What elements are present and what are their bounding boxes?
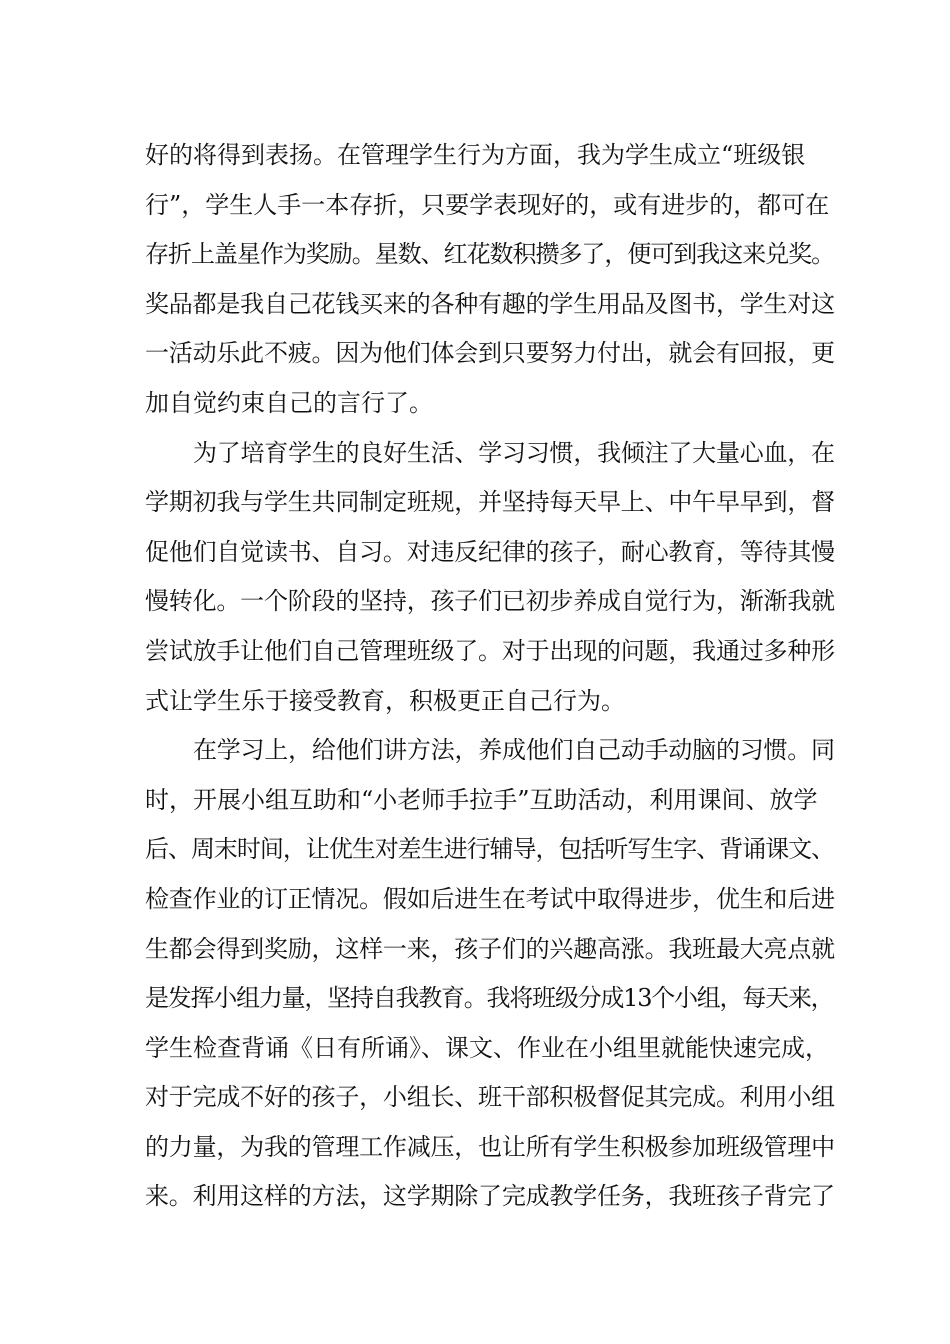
body-text [145,131,835,1222]
text-line: 学生检查背诵《日有所诵》、课文、作业在小组里就能快速完成， [145,1033,829,1062]
text-line: 一活动乐此不疲。因为他们体会到只要努力付出，就会有回报，更 [145,339,835,368]
text-line: 奖品都是我自己花钱买来的各种有趣的学生用品及图书，学生对这 [145,289,835,318]
text-line: 存折上盖星作为奖励。星数、红花数积攒多了，便可到我这来兑奖。 [145,240,835,269]
text-line: 时，开展小组互助和“小老师手拉手”互助活动，利用课间、放学 [145,785,818,814]
text-line: 为了培育学生的良好生活、学习习惯，我倾注了大量心血，在 [193,438,835,467]
text-line: 慢转化。一个阶段的坚持，孩子们已初步养成自觉行为，渐渐我就 [145,587,835,616]
text-line: 行”，学生人手一本存折，只要学表现好的，或有进步的，都可在 [145,190,830,219]
text-line: 是发挥小组力量，坚持自我教育。我将班级分成13个小组，每天来， [145,984,834,1013]
text-line: 来。利用这样的方法，这学期除了完成教学任务，我班孩子背完了 [145,1182,835,1211]
text-line: 尝试放手让他们自己管理班级了。对于出现的问题，我通过多种形 [145,636,835,665]
text-line: 式让学生乐于接受教育，积极更正自己行为。 [145,686,625,715]
text-line: 学期初我与学生共同制定班规，并坚持每天早上、中午早早到，督 [145,488,835,517]
text-line: 检查作业的订正情况。假如后进生在考试中取得进步，优生和后进 [145,884,835,913]
text-line: 的力量，为我的管理工作减压，也让所有学生积极参加班级管理中 [145,1132,835,1161]
text-line: 好的将得到表扬。在管理学生行为方面，我为学生成立“班级银 [145,141,806,169]
text-line: 生都会得到奖励，这样一来，孩子们的兴趣高涨。我班最大亮点就 [145,934,835,963]
text-line: 后、周末时间，让优生对差生进行辅导，包括听写生字、背诵课文、 [145,835,835,864]
text-line: 在学习上，给他们讲方法，养成他们自己动手动脑的习惯。同 [193,736,835,765]
text-line: 促他们自觉读书、自习。对违反纪律的孩子，耐心教育，等待其慢 [145,537,835,566]
text-line: 加自觉约束自己的言行了。 [145,388,433,417]
text-line: 对于完成不好的孩子，小组长、班干部积极督促其完成。利用小组 [145,1083,835,1112]
